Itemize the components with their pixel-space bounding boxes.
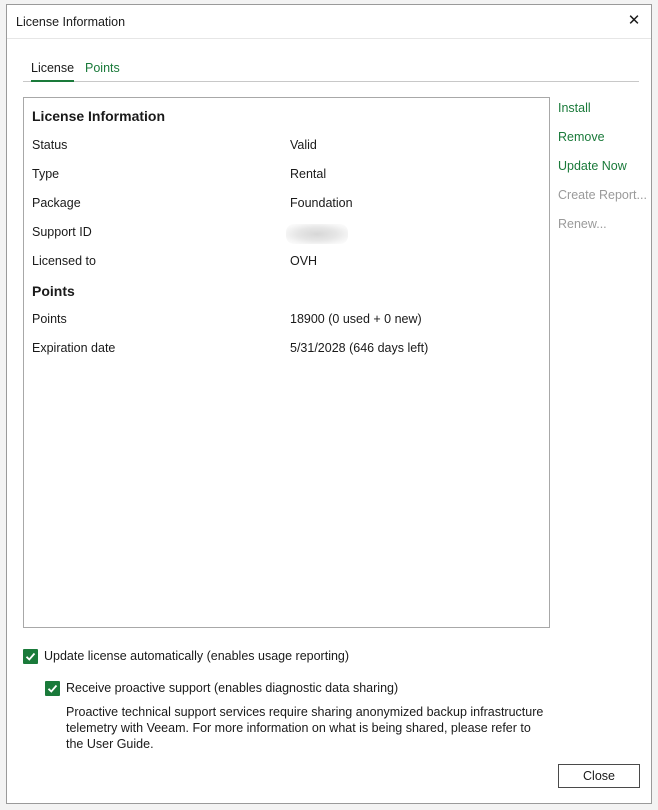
install-link[interactable]: Install (558, 101, 591, 115)
close-button[interactable]: Close (558, 764, 640, 788)
status-label: Status (32, 138, 68, 152)
tab-points[interactable]: Points (85, 61, 120, 75)
package-label: Package (32, 196, 81, 210)
type-label: Type (32, 167, 60, 181)
proactive-support-description: Proactive technical support services require sharing anonymized backup infrastructure telemetry with Veeam. For more information on what is being shared, please refer to the User Guide. (66, 705, 544, 751)
checkmark-icon (25, 651, 36, 662)
tab-license[interactable]: License (31, 61, 74, 82)
status-value: Valid (290, 138, 317, 152)
points-label: Points (32, 312, 67, 326)
expiration-date-label: Expiration date (32, 341, 116, 355)
license-dialog (6, 4, 652, 804)
support-id-label: Support ID (32, 225, 92, 239)
tab-bar (23, 57, 639, 82)
points-section-title: Points (32, 283, 75, 299)
proactive-support-checkbox[interactable] (45, 681, 60, 696)
points-value: 18900 (0 used + 0 new) (290, 312, 422, 326)
licensed-to-label: Licensed to (32, 254, 96, 268)
auto-update-checkbox[interactable] (23, 649, 38, 664)
licensed-to-value: OVH (290, 254, 318, 268)
checkmark-icon (47, 683, 58, 694)
proactive-support-label[interactable]: Receive proactive support (enables diagnostic data sharing) (66, 681, 399, 695)
support-id-redacted (286, 224, 348, 244)
dialog-title: License Information (16, 15, 126, 29)
title-bar (7, 5, 651, 39)
update-now-link[interactable]: Update Now (558, 159, 627, 173)
expiration-date-value: 5/31/2028 (646 days left) (290, 341, 429, 355)
remove-link[interactable]: Remove (558, 130, 605, 144)
auto-update-label[interactable]: Update license automatically (enables usage reporting) (44, 649, 350, 663)
package-value: Foundation (290, 196, 353, 210)
create-report-link: Create Report... (558, 188, 647, 202)
close-icon[interactable]: ✕ (627, 12, 641, 29)
license-info-panel (23, 97, 550, 628)
license-section-title: License Information (32, 108, 166, 124)
renew-link: Renew... (558, 217, 607, 231)
type-value: Rental (290, 167, 327, 181)
